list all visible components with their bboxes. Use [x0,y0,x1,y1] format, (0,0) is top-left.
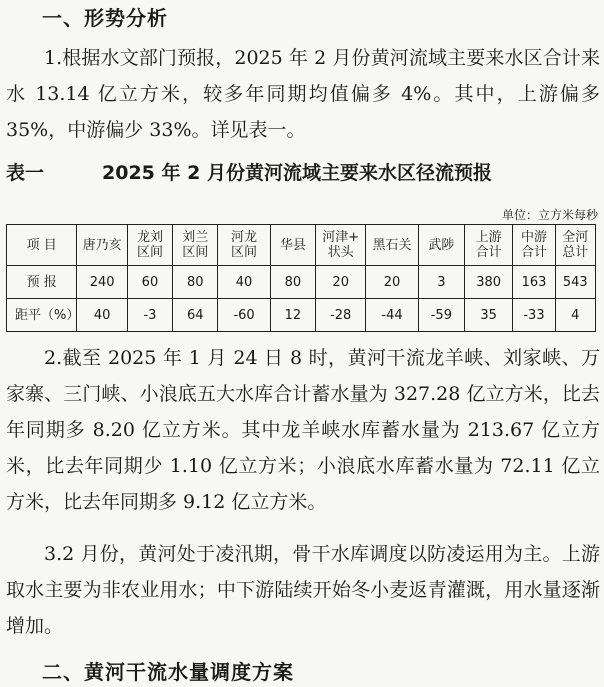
table-cell: 4 [555,299,595,332]
table-cell: 240 [77,266,127,299]
table-cell: 3 [418,266,464,299]
table-title: 2025 年 2 月份黄河流域主要来水区径流预报 [102,162,492,184]
table-cell: -28 [316,299,366,332]
section-heading-dispatch-plan: 二、黄河干流水量调度方案 [42,660,294,684]
column-header: 河龙 区间 [218,225,270,266]
table-cell: -44 [366,299,418,332]
column-header: 上游 合计 [465,225,513,266]
column-header: 龙刘 区间 [127,225,172,266]
table-cell: 543 [555,266,595,299]
table-cell: 80 [173,266,218,299]
table-cell: 12 [270,299,315,332]
table-cell: 40 [77,299,127,332]
table-cell: -33 [513,299,555,332]
column-header: 华县 [270,225,315,266]
column-header: 项 目 [7,225,77,266]
column-header: 黑石关 [366,225,418,266]
table-header-row [7,225,596,266]
table-cell: 80 [270,266,315,299]
table-label: 表一 [6,162,45,184]
table-cell: 40 [218,266,270,299]
table-cell: 20 [316,266,366,299]
table-cell: 20 [366,266,418,299]
row-label: 距平（%） [7,299,77,332]
column-header: 中游 合计 [513,225,555,266]
row-label: 预 报 [7,266,77,299]
paragraph-reservoir-storage: 2.截至 2025 年 1 月 24 日 8 时，黄河干流龙羊峡、刘家峡、万家寨、三门峡、小浪底五大水库合计蓄水量为 327.28 亿立方米，比去年同期多 8.20 亿立方米。其中龙羊峡水库蓄水量为 213.67 亿立方米，比去年同期少 1.10 亿立方米；小浪底水库蓄水量为 72.11 亿立方米，比去年同期多 9.12 亿立方米。 [6,347,600,513]
table-unit: 单位：立方米每秒 [501,208,598,222]
table-caption [6,158,600,185]
column-header: 唐乃亥 [77,225,127,266]
table-cell: 163 [513,266,555,299]
paragraph-february-operation: 3.2 月份，黄河处于凌汛期，骨干水库调度以防凌运用为主。上游取水主要为非农业用水；中下游陆续开始冬小麦返青灌溉，用水量逐渐增加。 [6,543,600,637]
column-header: 全河 总计 [555,225,595,266]
paragraph-forecast: 1.根据水文部门预报，2025 年 2 月份黄河流域主要来水区合计来水 13.14 亿立方米，较多年同期均值偏多 4%。其中，上游偏多 35%，中游偏少 33%。详见表一。 [6,47,600,141]
table-cell: 380 [465,266,513,299]
table-cell: 64 [173,299,218,332]
column-header: 武陟 [418,225,464,266]
table-cell: 60 [127,266,172,299]
column-header: 河津+ 状头 [316,225,366,266]
section-heading-situation: 一、形势分析 [42,6,168,30]
table-cell: -60 [218,299,270,332]
table-cell: -3 [127,299,172,332]
table-row [7,299,596,332]
table-cell: 35 [465,299,513,332]
table-cell: -59 [418,299,464,332]
column-header: 刘兰 区间 [173,225,218,266]
runoff-forecast-table [6,224,596,332]
table-row [7,266,596,299]
